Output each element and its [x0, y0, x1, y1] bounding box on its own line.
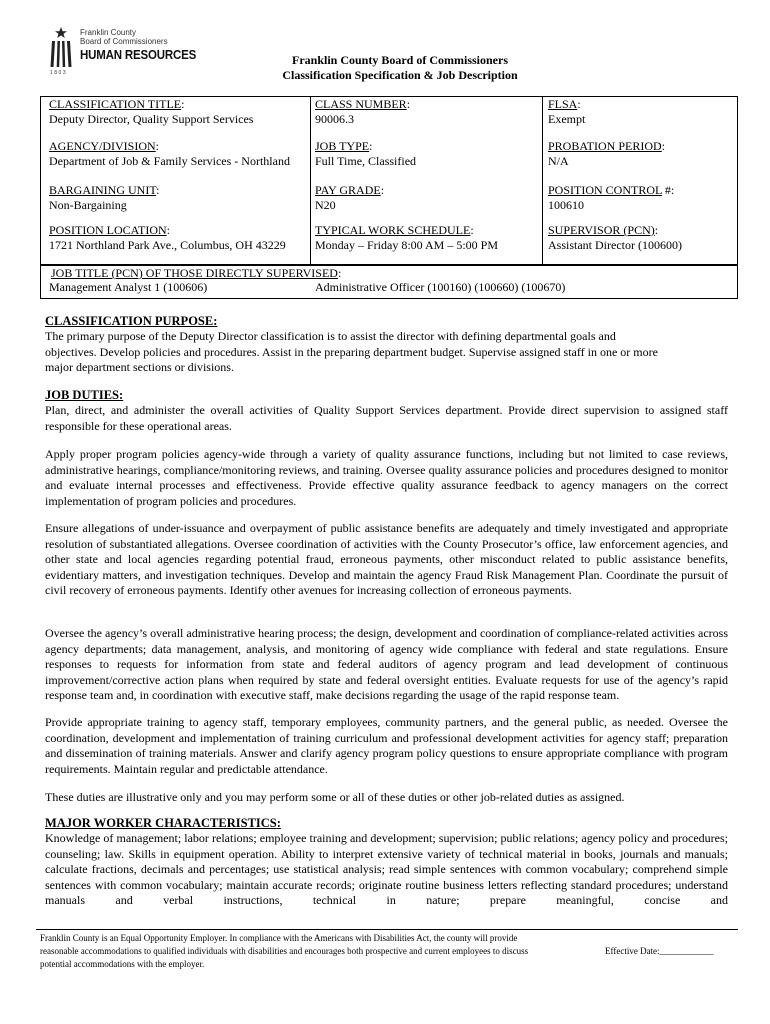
- footer-line: Franklin County is an Equal Opportunity Employer. In compliance with the Americans with Disabilities Act, the county will provide: [40, 933, 518, 943]
- classification-title-cell: [49, 97, 253, 127]
- purpose-line: objectives. Develop policies and procedures. Assist in the preparing department budget. Supervise assigned staff in one or more: [45, 344, 658, 359]
- probation-period-cell: [548, 139, 665, 169]
- supervisor-label: SUPERVISOR (PCN):: [548, 223, 659, 237]
- logo-year: 1803: [50, 70, 68, 76]
- footer-line: potential accommodations with the employer.: [40, 959, 205, 969]
- table-divider: [310, 97, 311, 265]
- footer-line: reasonable accommodations to qualified individuals with disabilities and encourages both prospective and current employees to discuss: [40, 946, 529, 956]
- flsa-label: FLSA:: [548, 97, 581, 111]
- classification-purpose-heading: CLASSIFICATION PURPOSE:: [45, 314, 218, 328]
- job-info-table: [40, 96, 738, 299]
- bargaining-unit-label: BARGAINING UNIT:: [49, 183, 160, 197]
- work-schedule-label: TYPICAL WORK SCHEDULE:: [315, 223, 474, 237]
- document-subtitle: Classification Specification & Job Description: [282, 68, 518, 82]
- classification-title-label: CLASSIFICATION TITLE:: [49, 97, 185, 111]
- classification-purpose-text: [45, 329, 728, 376]
- work-schedule-value: Monday – Friday 8:00 AM – 5:00 PM: [315, 238, 499, 252]
- supervised-value-2: Administrative Officer (100160) (100660) (100670): [315, 280, 566, 294]
- class-number-cell: [315, 97, 410, 127]
- job-type-value: Full Time, Classified: [315, 154, 417, 168]
- logo-line-1: Franklin County: [80, 28, 137, 37]
- position-control-cell: [548, 183, 674, 213]
- job-duties-paragraph: These duties are illustrative only and you may perform some or all of these duties or other job-related duties as assigned.: [45, 790, 625, 804]
- agency-division-cell: [49, 139, 290, 169]
- probation-period-label: PROBATION PERIOD:: [548, 139, 666, 153]
- probation-period-value: N/A: [548, 154, 569, 168]
- supervisor-value: Assistant Director (100600): [548, 238, 682, 252]
- position-location-label: POSITION LOCATION:: [49, 223, 171, 237]
- position-location-value: 1721 Northland Park Ave., Columbus, OH 43229: [49, 238, 286, 252]
- footer-eeo-notice: [40, 932, 595, 971]
- purpose-line: major department sections or divisions.: [45, 360, 234, 374]
- job-duties-paragraph: Ensure allegations of under-issuance and overpayment of public assistance benefits are adequately and timely investigated and appropriate resolution of substantiated allegations. Oversee coordination of activities with the County Prosecutor’s office, law enforcement agencies, and other state and local agencies regarding potential fraud, erroneous payments, other misconduct related to public assistance benefits, evidentiary matters, and investigation techniques. Develop and maintain the agency Fraud Risk Management Plan. Coordinate the pursuit of civil recovery of erroneous payments. Identify other avenues for increasing collection of erroneous payments.: [45, 521, 728, 597]
- job-type-cell: [315, 139, 416, 169]
- logo-name: HUMAN RESOURCES: [80, 48, 197, 62]
- class-number-value: 90006.3: [315, 112, 354, 126]
- job-duties-paragraph: Plan, direct, and administer the overall activities of Quality Support Services department. Provide direct supervision to assigned staff responsible for these operational areas.: [45, 403, 728, 433]
- pay-grade-value: N20: [315, 198, 336, 212]
- purpose-line: The primary purpose of the Deputy Director classification is to assist the director with defining departmental goals and: [45, 329, 616, 343]
- flsa-value: Exempt: [548, 112, 586, 126]
- pay-grade-label: PAY GRADE:: [315, 183, 385, 197]
- supervised-value-1: Management Analyst 1 (100606): [49, 280, 208, 294]
- job-duties-paragraph: Provide appropriate training to agency staff, temporary employees, community partners, and the general public, as needed. Oversee the coordination, development and implementation of training curriculum and professional development activities for agency staff; preparation and dissemination of training materials. Answer and clarify agency program policy questions to ensure appropriate compliance with program requirements. Maintain regular and predictable attendance.: [45, 715, 728, 776]
- pay-grade-cell: [315, 183, 384, 213]
- major-worker-text: Knowledge of management; labor relations; employee training and development; supervision; public relations; agency policy and procedures; counseling; law. Skills in equipment operation. Ability to interpret extensive variety of technical material in books, journals and manuals; calculate fractions, decimals and percentages; use statistical analysis; read simple sentences with common vocabulary; comprehend simple sentences with common vocabulary; maintain accurate records; originate routine business letters reflecting standard procedures; understand manuals and verbal instructions, technical in nature; prepare meaningful, concise and: [45, 831, 728, 907]
- effective-date: Effective Date:____________: [605, 946, 714, 956]
- supervised-label: JOB TITLE (PCN) OF THOSE DIRECTLY SUPERVISED:: [51, 266, 342, 280]
- job-duties-paragraph: Oversee the agency’s overall administrative hearing process; the design, development and coordination of compliance-related activities across agency departments; data management, analysis, and monitoring of agency wide compliance with federal and state regulations. Ensure responses to requests for information from state and federal auditors of agency program and lead development of continuous improvement/corrective action plans when required by state and federal oversight entities. Evaluate requests for use of the agency’s rapid response team and, in coordination with executive staff, make decisions regarding the usage of the rapid response team.: [45, 626, 728, 702]
- flsa-cell: [548, 97, 585, 127]
- position-location-cell: [49, 223, 286, 253]
- major-worker-heading: MAJOR WORKER CHARACTERISTICS:: [45, 816, 281, 830]
- position-control-value: 100610: [548, 198, 584, 212]
- footer-divider: [36, 929, 738, 930]
- bargaining-unit-value: Non-Bargaining: [49, 198, 127, 212]
- classification-title-value: Deputy Director, Quality Support Services: [49, 112, 254, 126]
- work-schedule-cell: [315, 223, 498, 253]
- logo-emblem-icon: [45, 26, 79, 72]
- supervisor-cell: [548, 223, 682, 253]
- job-type-label: JOB TYPE:: [315, 139, 373, 153]
- table-divider: [542, 97, 543, 265]
- franklin-county-hr-logo: [45, 26, 197, 78]
- position-control-label: POSITION CONTROL #:: [548, 183, 675, 197]
- job-duties-paragraph: Apply proper program policies agency-wide through a variety of quality assurance functions, including but not limited to case reviews, administrative hearings, compliance/monitoring reviews, and training. Oversee quality assurance policies and procedures designed to monitor and evaluate internal processes and effectiveness. Provide effective quality assurance feedback to agency managers on the correct implementation of program policies and procedures.: [45, 447, 728, 508]
- logo-line-2: Board of Commissioners: [80, 37, 168, 46]
- bargaining-unit-cell: [49, 183, 159, 213]
- job-duties-heading: JOB DUTIES:: [45, 388, 124, 402]
- agency-division-label: AGENCY/DIVISION:: [49, 139, 160, 153]
- agency-division-value: Department of Job & Family Services - Northland: [49, 154, 290, 168]
- class-number-label: CLASS NUMBER:: [315, 97, 411, 111]
- document-title: Franklin County Board of Commissioners: [291, 53, 509, 67]
